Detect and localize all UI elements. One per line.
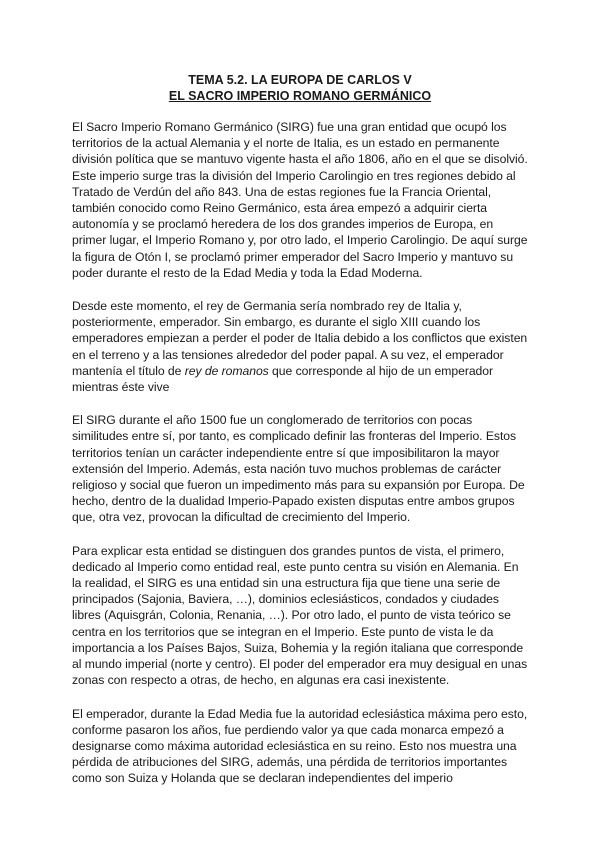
paragraph-4: Para explicar esta entidad se distinguen dos grandes puntos de vista, el primero, dedicado al Imperio como entidad real, este punto centra su visión en Alemania. En la realidad, el SIRG es una entidad sin una estructura fija que tiene una serie de principados (Sajonia, Baviera, …), dominios eclesiásticos, condados y ciudades libres (Aquisgrán, Colonia, Renania, …). Por otro lado, el punto de vista teórico se centra en los territorios que se integran en el Imperio. Este punto de vista le da importancia a los Países Bajos, Suiza, Bohemia y la región italiana que corresponde al mundo imperial (norte y centro). El poder del emperador era muy desigual en unas zonas con respecto a otras, de hecho, en algunas era casi inexistente. (72, 543, 528, 688)
paragraph-2-before-italic: Desde este momento, el rey de Germania sería nombrado rey de Italia y, posteriormente, emperador. Sin embargo, es durante el siglo XIII cuando los emperadores empiezan a perder el poder de Italia debido a los conflictos que existen en el terreno y a las tensiones alrededor del poder papal. A su vez, el emperador mantenía el título de (72, 299, 528, 378)
paragraph-1: El Sacro Imperio Romano Germánico (SIRG) fue una gran entidad que ocupó los territorios de la actual Alemania y el norte de Italia, es un estado en permanente división política que se mantuvo vigente hasta el año 1806, año en el que se disolvió. Este imperio surge tras la división del Imperio Carolingio en tres regiones debido al Tratado de Verdún del año 843. Una de estas regiones fue la Francia Oriental, también conocido como Reino Germánico, esta área empezó a adquirir cierta autonomía y se proclamó heredera de los dos grandes imperios de Europa, en primer lugar, el Imperio Romano y, por otro lado, el Imperio Carolingio. De aquí surge la figura de Otón I, se proclamó primer emperador del Sacro Imperio y mantuvo su poder durante el resto de la Edad Media y toda la Edad Moderna. (72, 120, 528, 280)
paragraph-2 (72, 298, 530, 395)
paragraph-3: El SIRG durante el año 1500 fue un conglomerado de territorios con pocas similitudes entre sí, por tanto, es complicado definir las fronteras del Imperio. Estos territorios tenían un carácter independiente entre sí que imposibilitaron la mayor extensión del Imperio. Además, esta nación tuvo muchos problemas de carácter religioso y social que fueron un impedimento más para su expansión por Europa. De hecho, dentro de la dualidad Imperio-Papado existen disputas entre ambos grupos que, otra vez, provocan la dificultad de crecimiento del Imperio. (72, 413, 525, 525)
paragraph-2-italic-term: rey de romanos (184, 363, 269, 378)
paragraph-2-after-italic: que corresponde al hijo de un emperador mientras éste vive (72, 363, 494, 395)
document-title: TEMA 5.2. LA EUROPA DE CARLOS V (188, 73, 412, 87)
document-body (72, 119, 530, 804)
paragraph-5: El emperador, durante la Edad Media fue la autoridad eclesiástica máxima pero esto, conforme pasaron los años, fue perdiendo valor ya que cada monarca empezó a designarse como máxima autoridad eclesiástica en su reino. Esto nos muestra una pérdida de atribuciones del SIRG, además, una pérdida de territorios importantes como son Suiza y Holanda que se declaran independientes del imperio (72, 706, 528, 786)
document-subtitle: EL SACRO IMPERIO ROMANO GERMÁNICO (168, 89, 432, 103)
